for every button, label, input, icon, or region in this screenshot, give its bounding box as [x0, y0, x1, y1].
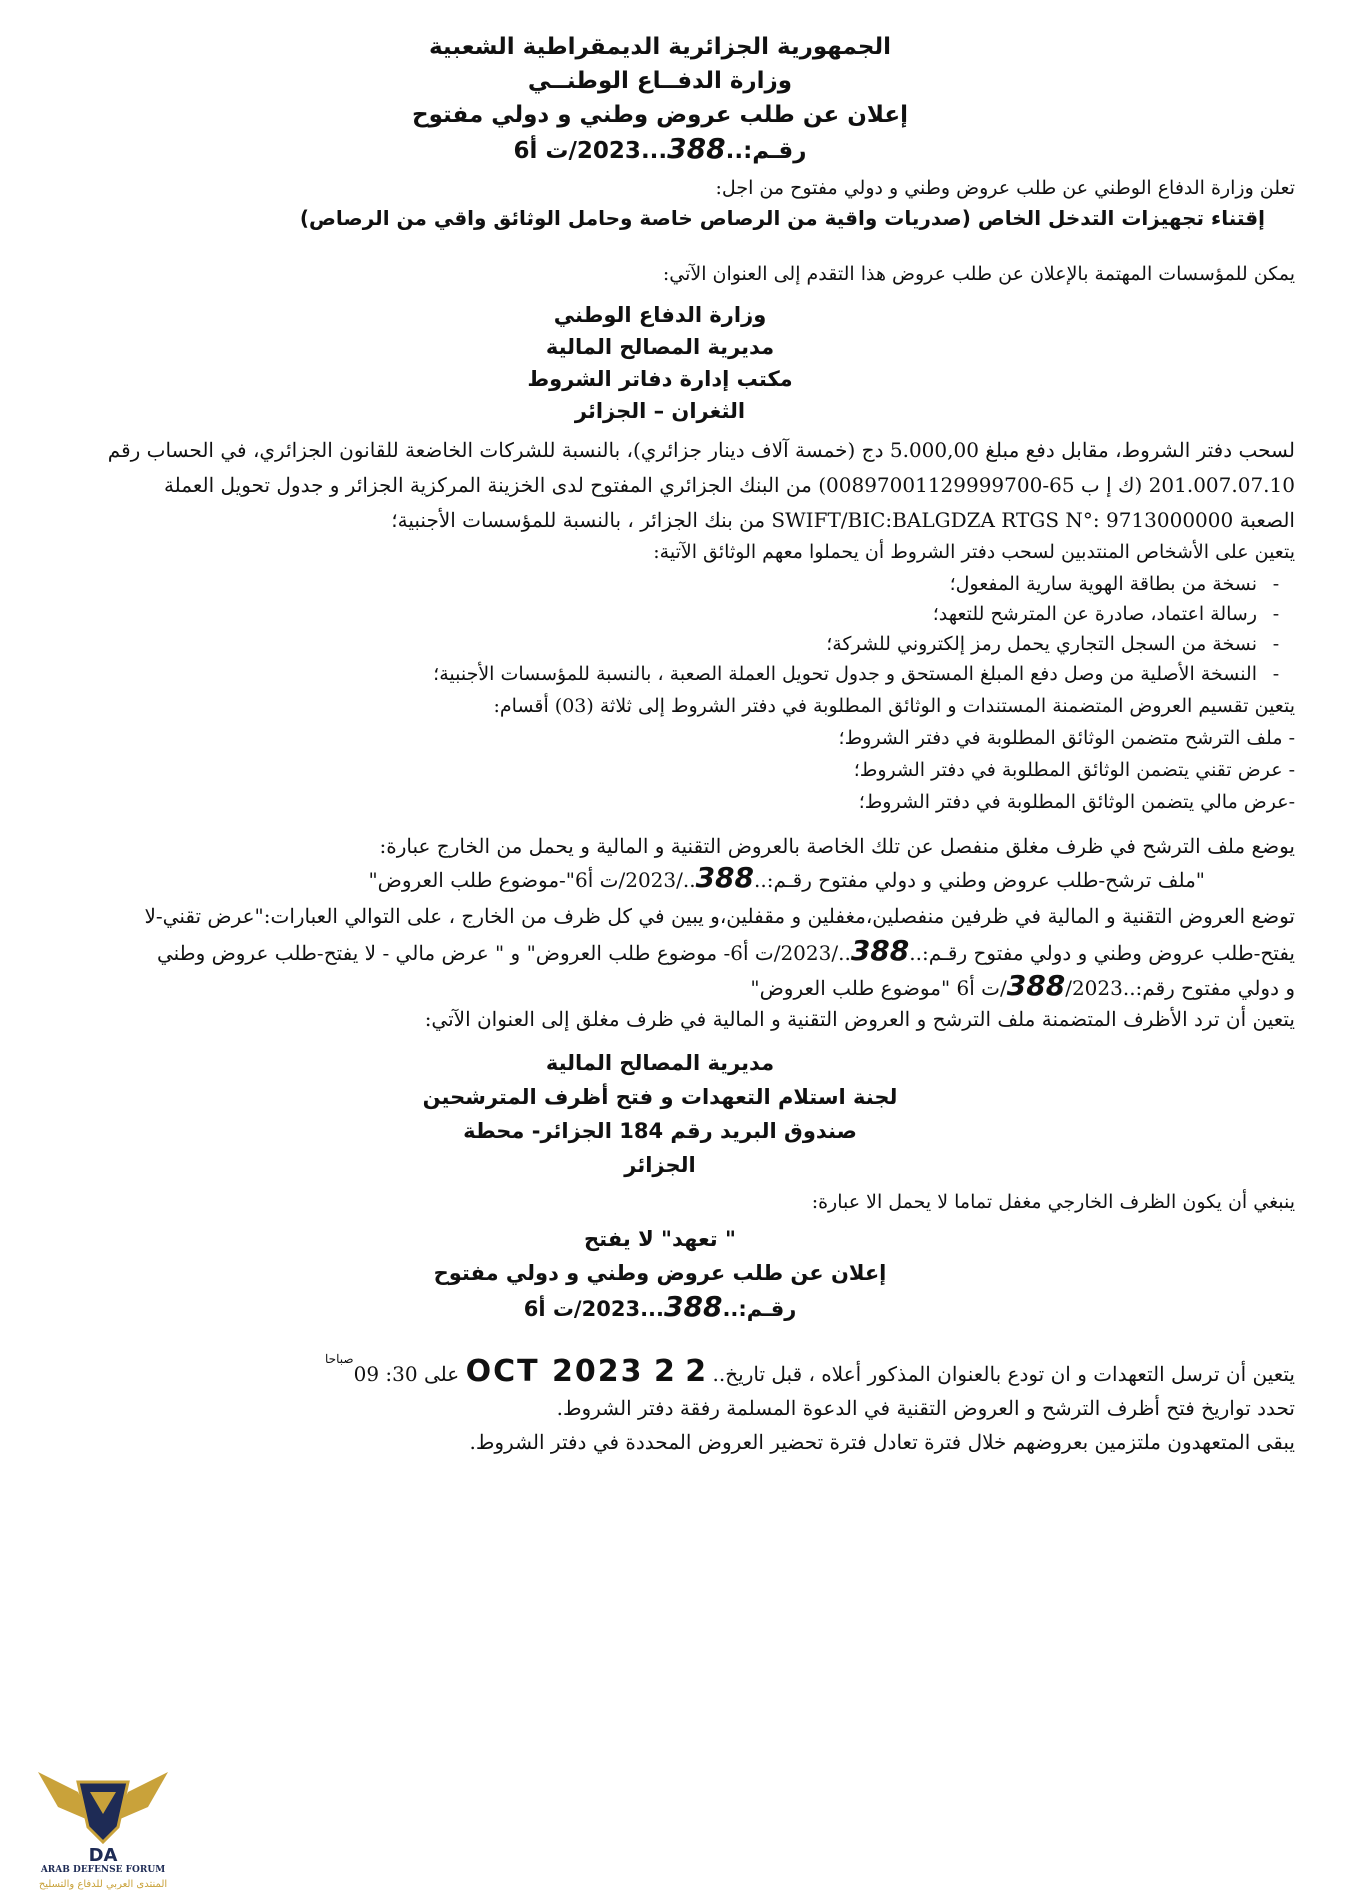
outer-reference: رقـم:..388...2023/ت أ6: [523, 1290, 797, 1323]
address2-line1: مديرية المصالح المالية: [545, 1051, 775, 1075]
sections-intro: يتعين تقسيم العروض المتضمنة المستندات و الوثائق المطلوبة في دفتر الشروط إلى ثلاثة (03) أقسام:: [493, 695, 1295, 717]
payment-line2: 201.007.07.10 (ك إ ب 65-00897001129999700) من البنك الجزائري المفتوح لدى الخزينة المركزية الجزائر و جدول تحويل العملة: [163, 473, 1295, 497]
envelope-line2: "ملف ترشح-طلب عروض وطني و دولي مفتوح رقـم:..388../2023/ت أ6"-موضوع طلب العروض": [368, 861, 1205, 894]
ref-suffix: ...2023/ت أ6: [513, 138, 668, 164]
deadline-line1: يتعين أن ترسل التعهدات و ان تودع بالعنوان المذكور أعلاه ، قبل تاريخ.. 2 2 OCT 2023 على 30: 09: [353, 1354, 1295, 1389]
ministry-title: وزارة الدفــاع الوطنــي: [527, 68, 793, 94]
address-intro: يمكن للمؤسسات المهتمة بالإعلان عن طلب عروض هذا التقدم إلى العنوان الآتي:: [662, 263, 1295, 285]
reference-number: [300, 132, 1020, 168]
address1-line2: مديرية المصالح المالية: [545, 335, 775, 359]
payment-line1: لسحب دفتر الشروط، مقابل دفع مبلغ 5.000,00 دج (خمسة آلاف دينار جزائري)، بالنسبة للشركات الخاضعة للقانون الجزائري، في الحساب رقم: [107, 438, 1295, 462]
envelope-line6: يتعين أن ترد الأظرف المتضمنة ملف الترشح و العروض التقنية و المالية في ظرف مغلق إلى العنوان الآتي:: [424, 1007, 1295, 1031]
outer-intro: ينبغي أن يكون الظرف الخارجي مغفل تماما لا يحمل الا عبارة:: [811, 1191, 1295, 1213]
intro-line: تعلن وزارة الدفاع الوطني عن طلب عروض وطني و دولي مفتوح من اجل:: [715, 177, 1295, 199]
docs-item-3: -نسخة من السجل التجاري يحمل رمز إلكتروني للشركة؛: [45, 628, 1295, 660]
date-stamp: 2 2 OCT 2023: [465, 1354, 707, 1389]
handwritten-ref: 388: [695, 861, 755, 894]
deadline-line2: تحدد تواريخ فتح أظرف الترشح و العروض التقنية في الدعوة المسلمة رفقة دفتر الشروط.: [556, 1396, 1295, 1420]
address2-line2: لجنة استلام التعهدات و فتح أظرف المترشحين: [422, 1085, 898, 1109]
outer-line2: إعلان عن طلب عروض وطني و دولي مفتوح: [433, 1261, 887, 1285]
deadline-line3: يبقى المتعهدون ملتزمين بعروضهم خلال فترة تعادل فترة تحضير العروض المحددة في دفتر الشروط.: [469, 1430, 1295, 1454]
morning-note: صباحا: [325, 1352, 354, 1366]
envelope-line5: و دولي مفتوح رقم:..388/2023/ت أ6 "موضوع طلب العروض": [750, 969, 1295, 1002]
handwritten-ref: 388: [667, 132, 726, 165]
sections-item-2: - عرض تقني يتضمن الوثائق المطلوبة في دفتر الشروط؛: [853, 759, 1295, 781]
address2-line4: الجزائر: [624, 1153, 696, 1177]
address1-line3: مكتب إدارة دفاتر الشروط: [527, 367, 793, 391]
outer-line1: " تعهد" لا يفتح: [584, 1227, 736, 1251]
address1-line4: الثغران – الجزائر: [574, 399, 746, 423]
dash: -: [1272, 603, 1280, 625]
docs-item-4: -النسخة الأصلية من وصل دفع المبلغ المستحق و جدول تحويل العملة الصعبة ، بالنسبة للمؤسسات الأجنبية؛: [45, 658, 1295, 690]
tender-subject: إقتناء تجهيزات التدخل الخاص (صدريات واقية من الرصاص خاصة وحامل الوثائق واقي من الرصاص): [299, 206, 1265, 230]
republic-title: الجمهورية الجزائرية الديمقراطية الشعبية: [428, 34, 892, 60]
docs-intro: يتعين على الأشخاص المنتدبين لسحب دفتر الشروط أن يحملوا معهم الوثائق الآتية:: [653, 541, 1295, 563]
envelope-line4: يفتح-طلب عروض وطني و دولي مفتوح رقـم:..388../2023/ت أ6- موضوع طلب العروض" و " عرض مالي - لا يفتح-طلب عروض وطني: [156, 934, 1295, 967]
dash: -: [1272, 663, 1280, 685]
handwritten-ref: 388: [850, 934, 910, 967]
envelope-line1: يوضع ملف الترشح في ظرف مغلق منفصل عن تلك الخاصة بالعروض التقنية و المالية و يحمل من الخارج عبارة:: [379, 834, 1295, 858]
dash: -: [1272, 633, 1280, 655]
logo-arabic: المنتدى العربي للدفاع والتسليح: [38, 1879, 168, 1890]
address2-line3: صندوق البريد رقم 184 الجزائر- محطة: [463, 1119, 857, 1143]
ref-prefix: رقـم:..: [725, 138, 807, 164]
address1-line1: وزارة الدفاع الوطني: [553, 303, 767, 327]
dash: -: [1272, 573, 1280, 595]
handwritten-ref: 388: [664, 1290, 723, 1323]
sections-item-3: -عرض مالي يتضمن الوثائق المطلوبة في دفتر الشروط؛: [858, 791, 1295, 813]
docs-item-1: -نسخة من بطاقة الهوية سارية المفعول؛: [45, 568, 1295, 600]
handwritten-ref: 388: [1006, 969, 1066, 1002]
logo-initials: DA: [88, 1845, 118, 1866]
envelope-line3: توضع العروض التقنية و المالية في ظرفين منفصلين،مغفلين و مقفلين،و يبين في كل ظرف من الخارج ، على التوالي العبارات:"عرض تقني-لا: [144, 904, 1295, 928]
payment-line3: الصعبة SWIFT/BIC:BALGDZA RTGS N°: 9713000000 من بنك الجزائر ، بالنسبة للمؤسسات الأجنبية؛: [391, 508, 1295, 532]
sections-item-1: - ملف الترشح متضمن الوثائق المطلوبة في دفتر الشروط؛: [838, 727, 1295, 749]
docs-item-2: -رسالة اعتماد، صادرة عن المترشح للتعهد؛: [45, 598, 1295, 630]
announcement-title: إعلان عن طلب عروض وطني و دولي مفتوح: [412, 102, 908, 128]
logo-name: ARAB DEFENSE FORUM: [40, 1865, 166, 1875]
